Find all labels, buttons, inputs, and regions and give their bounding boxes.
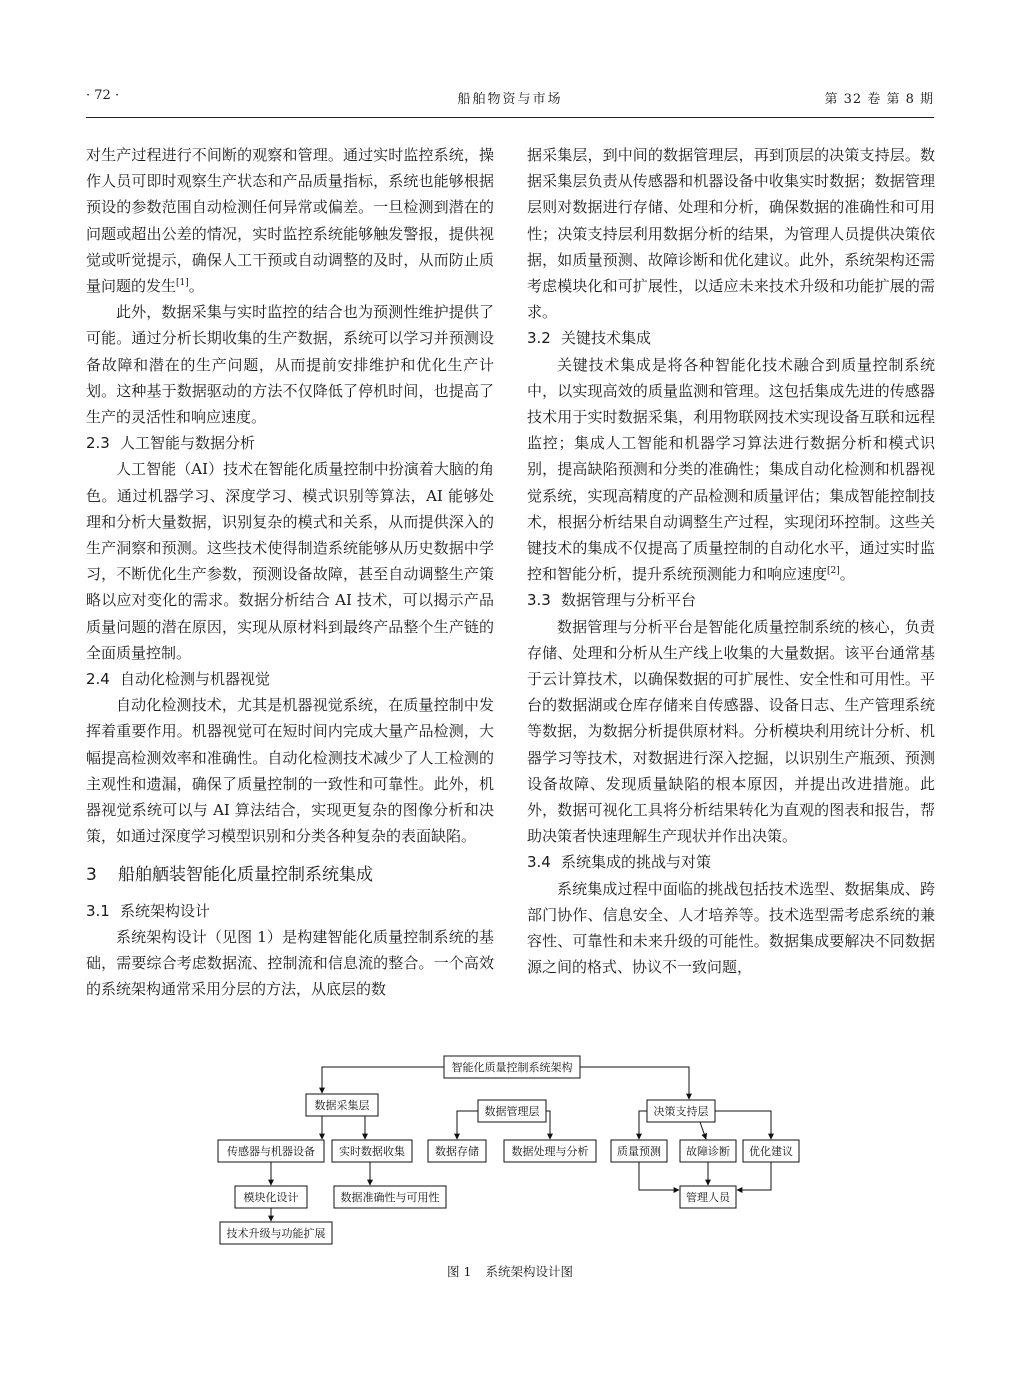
node-quality: 质量预测 [617, 1145, 661, 1158]
section-heading-3-4: 3.4 系统集成的挑战与对策 [527, 853, 712, 872]
node-accuracy: 数据准确性与可用性 [340, 1191, 440, 1204]
edge-decide-optimize [715, 1111, 771, 1139]
journal-title: 船舶物资与市场 [457, 92, 563, 107]
section-heading-3-1: 3.1 系统架构设计 [86, 901, 211, 920]
node-optimize: 优化建议 [749, 1145, 793, 1158]
paragraph: 数据管理与分析平台是智能化质量控制系统的核心，负责存储、处理和分析从生产线上收集的大量数据。该平台通常基于云计算技术，以确保数据的可扩展性、安全性和可用性。平台的数据湖或仓库存储来自传感器、设备日志、生产管理系统等数据，为数据分析提供原材料。分析模块利用统计分析、机器学习等技术，对数据进行深入挖掘，以识别生产瓶颈、预测设备故障、发现质量缺陷的根本原因，并提出改进措施。此外，数据可视化工具将分析结果转化为直观的图表和报告，帮助决策者快速理解生产现状并作出决策。 [527, 617, 935, 846]
node-root: 智能化质量控制系统架构 [451, 1061, 573, 1074]
running-header [86, 88, 934, 110]
node-sensors: 传感器与机器设备 [227, 1145, 315, 1158]
section-heading-2-3: 2.3 人工智能与数据分析 [86, 434, 256, 453]
paragraph: 对生产过程进行不间断的观察和管理。通过实时监控系统，操作人员可即时观察生产状态和产品质量指标，系统也能够根据预设的参数范围自动检测任何异常或偏差。一旦检测到潜在的问题或超出公差的情况，实时监控系统能够触发警报，提供视觉或听觉提示，确保人工干预或自动调整的及时，从而防止质量问题的发生[1]。 [86, 146, 494, 296]
node-manage: 数据管理层 [484, 1105, 540, 1118]
citation-ref[interactable]: [1] [176, 278, 189, 289]
edge-decide-quality [639, 1111, 647, 1139]
section-heading-3-2: 3.2 关键技术集成 [527, 329, 652, 348]
node-collect: 数据采集层 [314, 1099, 370, 1112]
paragraph: 据采集层，到中间的数据管理层，再到顶层的决策支持层。数据采集层负责从传感器和机器设备中收集实时数据；数据管理层则对数据进行存储、处理和分析，确保数据的准确性和可用性；决策支持层利用数据分析的结果，为管理人员提供决策依据，如质量预测、故障诊断和优化建议。此外，系统架构还需考虑模块化和可扩展性，以适应未来技术升级和功能扩展的需求。 [527, 146, 935, 322]
right-column [527, 142, 935, 981]
node-realtime: 实时数据收集 [339, 1145, 405, 1158]
node-fault: 故障诊断 [686, 1145, 730, 1158]
node-processing: 数据处理与分析 [511, 1145, 589, 1158]
citation-ref[interactable]: [2] [827, 566, 840, 577]
figure-title: 系统架构设计图 [485, 1264, 573, 1279]
figure-label: 图 1 [447, 1264, 472, 1279]
section-heading-3: 3 船舶舾装智能化质量控制系统集成 [86, 865, 373, 886]
edge-quality-managers [639, 1162, 679, 1190]
header-rule [86, 117, 934, 118]
paragraph: 自动化检测技术，尤其是机器视觉系统，在质量控制中发挥着重要作用。机器视觉可在短时间内完成大量产品检测，大幅提高检测效率和准确性。自动化检测技术减少了人工检测的主观性和遗漏，确保了质量控制的一致性和可靠性。此外，机器视觉系统可以与 AI 算法结合，实现更复杂的图像分析和决策，如通过深度学习模型识别和分类各种复杂的表面缺陷。 [86, 696, 494, 846]
paragraph: 系统集成过程中面临的挑战包括技术选型、数据集成、跨部门协作、信息安全、人才培养等。技术选型需考虑系统的兼容性、可靠性和未来升级的可能性。数据集成要解决不同数据源之间的格式、协议不一致问题， [527, 879, 935, 977]
section-heading-3-3: 3.3 数据管理与分析平台 [527, 591, 697, 610]
node-managers: 管理人员 [686, 1191, 730, 1204]
page-number: · 72 · [86, 88, 120, 103]
node-decide: 决策支持层 [653, 1105, 709, 1118]
architecture-diagram [210, 1050, 810, 1260]
edge-root-decide [580, 1067, 689, 1099]
issue-info: 第 32 卷 第 8 期 [824, 92, 934, 107]
left-column [86, 142, 494, 1003]
paragraph: 系统架构设计（见图 1）是构建智能化质量控制系统的基础，需要综合考虑数据流、控制流和信息流的整合。一个高效的系统架构通常采用分层的方法，从底层的数 [86, 927, 494, 999]
edge-optimize-managers [737, 1162, 771, 1190]
section-heading-2-4: 2.4 自动化检测与机器视觉 [86, 670, 271, 689]
edge-manage-processing [546, 1111, 550, 1139]
paragraph: 此外，数据采集与实时监控的结合也为预测性维护提供了可能。通过分析长期收集的生产数据，系统可以学习并预测设备故障和潜在的生产问题，从而提前安排维护和优化生产计划。这种基于数据驱动的方法不仅降低了停机时间，也提高了生产的灵活性和响应速度。 [86, 303, 494, 427]
edge-root-collect [322, 1067, 444, 1093]
figure-caption [0, 1262, 1020, 1280]
paragraph: 人工智能（AI）技术在智能化质量控制中扮演着大脑的角色。通过机器学习、深度学习、模式识别等算法，AI 能够处理和分析大量数据，识别复杂的模式和关系，从而提供深入的生产洞察和预测。这些技术使得制造系统能够从历史数据中学习，不断优化生产参数，预测设备故障，甚至自动调整生产策略以应对变化的需求。数据分析结合 AI 技术，可以揭示产品质量问题的潜在原因，实现从原材料到最终产品整个生产链的全面质量控制。 [86, 460, 494, 662]
node-storage: 数据存储 [435, 1145, 479, 1158]
node-modular: 模块化设计 [243, 1191, 299, 1204]
edge-decide-fault [700, 1122, 706, 1139]
paragraph: 关键技术集成是将各种智能化技术融合到质量控制系统中，以实现高效的质量监测和管理。这包括集成先进的传感器技术用于实时数据采集，利用物联网技术实现设备互联和远程监控；集成人工智能和机器学习算法进行数据分析和模式识别，提高缺陷预测和分类的准确性；集成自动化检测和机器视觉系统，实现高精度的产品检测和质量评估；集成智能控制技术，根据分析结果自动调整生产过程，实现闭环控制。这些关键技术的集成不仅提高了质量控制的自动化水平，通过实时监控和智能分析，提升系统预测能力和响应速度[2]。 [527, 355, 935, 584]
edge-manage-storage [457, 1111, 478, 1139]
node-upgrade: 技术升级与功能扩展 [226, 1227, 326, 1240]
